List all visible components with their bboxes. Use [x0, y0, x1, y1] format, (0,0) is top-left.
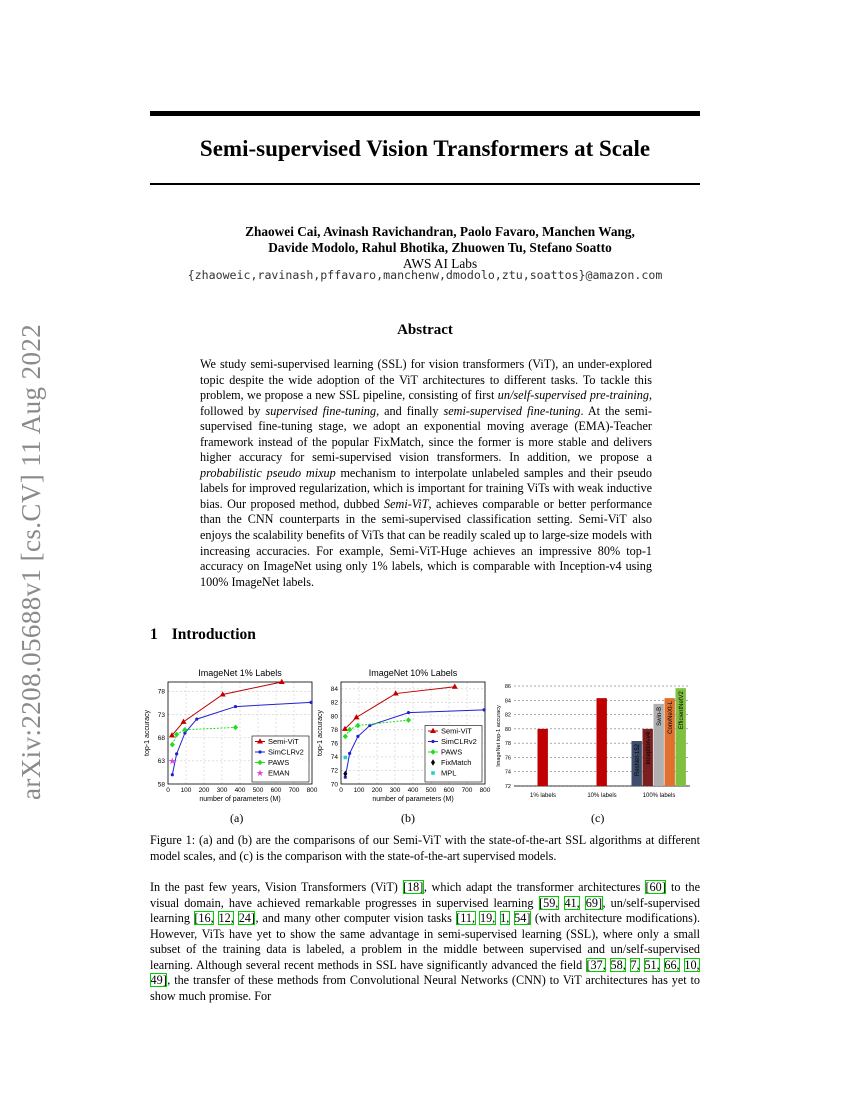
dot-marker [431, 740, 434, 743]
citation-link[interactable]: 58, [610, 957, 626, 972]
group-label: 10% labels [587, 793, 617, 799]
bar-label: ConvNeXt-L [668, 701, 674, 734]
section-number: 1 [150, 626, 158, 643]
dot-marker [310, 701, 313, 704]
series-eman [168, 756, 176, 766]
legend-label: FixMatch [441, 758, 472, 767]
y-tick-label: 58 [157, 781, 165, 789]
dot-marker [483, 708, 486, 711]
star-marker: ★ [168, 755, 177, 766]
subfig-c-label: (c) [591, 811, 605, 825]
dot-marker [234, 705, 237, 708]
triangle-marker [353, 714, 359, 719]
citation-link[interactable]: 7, [630, 957, 640, 972]
y-tick-label: 84 [504, 698, 511, 705]
group-label: 1% labels [529, 793, 557, 799]
subfig-b-label: (b) [401, 811, 415, 825]
y-axis-label: top-1 accuracy [144, 710, 151, 756]
bar-label: EfficientNetV2 [679, 691, 685, 730]
diamond-marker [233, 725, 238, 731]
citation-link[interactable]: 24] [238, 911, 255, 926]
arxiv-stamp: arXiv:2208.05688v1 [cs.CV] 11 Aug 2022 [16, 323, 46, 800]
chart-title: ImageNet 1% Labels [198, 668, 282, 678]
x-tick-label: 300 [389, 787, 401, 794]
citation-link[interactable]: 49] [150, 973, 167, 988]
dot-marker [195, 717, 198, 720]
citation-link[interactable]: 10, [684, 957, 700, 972]
citation-link[interactable]: 66, [664, 957, 680, 972]
y-tick-label: 74 [504, 769, 511, 776]
y-tick-label: 80 [330, 713, 338, 721]
citation-link[interactable]: [11, [456, 911, 476, 926]
legend-label: Semi-ViT [268, 737, 299, 746]
legend-label: PAWS [268, 758, 290, 767]
triangle-marker [180, 719, 186, 724]
x-tick-label: 0 [166, 787, 170, 794]
intro-text: In the past few years, Vision Transformers (ViT) [150, 880, 403, 894]
bar [538, 729, 548, 786]
x-tick-label: 700 [461, 787, 473, 794]
abstract-body: We study semi-supervised learning (SSL) for vision transformers (ViT), an under-explored topic despite the wide adoption of the ViT architectures to different tasks. To tackle this problem, we propose a new SSL pipeline, consisting of first un/self-supervised pre-training, followed by supervised fine-tuning, and finally semi-supervised fine-tuning. At the semi-supervised fine-tuning stage, we adopt an exponential moving average (EMA)-Teacher framework instead of the popular FixMatch, since the former is more stable and delivers higher accuracy for semi-supervised vision transformers. In addition, we propose a probabilistic pseudo mixup mechanism to interpolate unlabeled samples and their pseudo labels for improved regularization, which is important for training ViTs with weak inductive bias. Our proposed method, dubbed Semi-ViT, achieves comparable or better performance than the CNN counterparts in the semi-supervised classification setting. Semi-ViT also enjoys the scalability benefits of ViTs that can be readily scaled up to large-size models with increasing accuracies. For example, Semi-ViT-Huge achieves an impressive 80% top-1 accuracy on ImageNet using only 1% labels, which is comparable with Inception-v4 using 100% ImageNet labels. [200, 357, 652, 589]
x-tick-label: 600 [443, 787, 455, 794]
diamond-marker [355, 723, 360, 729]
x-tick-label: 100 [180, 787, 192, 794]
x-tick-label: 500 [252, 787, 264, 794]
authors-line-1: Zhaowei Cai, Avinash Ravichandran, Paolo Favaro, Manchen Wang, [245, 224, 635, 239]
series-line [172, 682, 282, 735]
legend-label: SimCLRv2 [268, 747, 304, 757]
square-marker [344, 756, 348, 760]
x-axis-label: number of parameters (M) [372, 796, 454, 803]
series-semi-vit [342, 684, 458, 731]
bar [597, 698, 607, 786]
intro-text: , and many other computer vision tasks [255, 911, 456, 926]
citation-link[interactable]: 12, [218, 911, 234, 926]
triangle-marker [452, 684, 458, 689]
x-tick-label: 400 [234, 787, 246, 794]
y-tick-label: 78 [330, 726, 338, 734]
citation-link[interactable]: 1, [500, 911, 510, 926]
section-heading [150, 626, 256, 644]
intro-text: , un/self-supervised learning [150, 895, 701, 926]
citation-link[interactable]: [16, [194, 911, 214, 926]
legend-label: SimCLRv2 [441, 737, 477, 746]
legend-label: PAWS [441, 747, 463, 757]
bar-label: ResNet-152 [635, 744, 641, 777]
chart-supervised-comparison [494, 672, 700, 807]
section-title: Introduction [171, 626, 256, 643]
star-marker: ★ [255, 768, 265, 778]
x-tick-label: 200 [371, 787, 383, 794]
citation-link[interactable]: 41, [564, 895, 580, 910]
y-tick-label: 80 [504, 726, 511, 733]
chart-imagenet-1pct [142, 664, 322, 809]
y-axis-label: top-1 accuracy [317, 710, 324, 756]
x-axis-label: number of parameters (M) [199, 796, 281, 803]
intro-text: to the visual domain, have achieved remarkable progresses in supervised learning [150, 880, 700, 910]
abstract-heading: Abstract [397, 322, 453, 338]
x-tick-label: 0 [339, 787, 343, 794]
x-tick-label: 500 [425, 787, 437, 794]
intro-text: , the transfer of these methods from Convolutional Neural Networks (CNN) to ViT architectures has yet to show much promise. For [150, 973, 700, 1003]
dot-marker [258, 750, 261, 753]
authors-line-2: Davide Modolo, Rahul Bhotika, Zhuowen Tu, Stefano Soatto [268, 240, 612, 255]
square-marker [431, 771, 435, 775]
intro-text: (with architecture modifications). However, ViTs have yet to show the same advantage in semi-supervised learning (SSL), where only a small subset of the training data is labeled, a problem in the middle between supervised and un/self-supervised learning. Although several recent methods in SSL have significantly advanced the field [150, 911, 700, 972]
y-tick-label: 76 [330, 740, 338, 748]
y-tick-label: 63 [157, 758, 165, 766]
y-tick-label: 84 [330, 686, 338, 694]
citation-link[interactable]: 19, [479, 911, 496, 926]
citation-link[interactable]: [59, [539, 895, 559, 910]
y-tick-label: 72 [504, 784, 511, 790]
x-tick-label: 300 [216, 787, 228, 794]
dot-marker [171, 773, 174, 776]
y-tick-label: 78 [504, 741, 511, 748]
bar-label: Inception-v4 [646, 731, 652, 765]
bar-label: Swin-B [657, 706, 663, 726]
x-tick-label: 100 [353, 787, 365, 794]
title-rule [150, 183, 700, 185]
triangle-marker [279, 679, 285, 684]
x-tick-label: 600 [270, 787, 282, 794]
x-tick-label: 700 [288, 787, 300, 794]
legend-label: Semi-ViT [441, 726, 472, 736]
x-tick-label: 200 [198, 787, 210, 794]
dot-marker [407, 711, 410, 714]
citation-link[interactable]: 51, [644, 957, 660, 972]
y-tick-label: 76 [504, 755, 511, 762]
y-tick-label: 72 [330, 767, 338, 775]
x-tick-label: 800 [306, 787, 318, 794]
intro-paragraph [150, 880, 700, 1004]
y-tick-label: 82 [504, 712, 511, 719]
y-tick-label: 82 [330, 699, 338, 707]
legend-label: EMAN [268, 768, 290, 778]
affiliation: AWS AI Labs [402, 256, 478, 271]
citation-link[interactable]: 69] [585, 895, 603, 910]
series-line [345, 687, 455, 729]
y-tick-label: 86 [504, 684, 511, 690]
series-mpl [344, 756, 348, 760]
y-tick-label: 74 [330, 754, 338, 762]
author-emails: {zhaoweic,ravinash,pffavaro,manchenw,dmodolo,ztu,soattos}@amazon.com [187, 268, 663, 282]
group-label: 100% labels [642, 793, 676, 799]
diamond-marker [170, 742, 175, 748]
subfig-a-label: (a) [230, 811, 244, 825]
y-tick-label: 78 [157, 688, 165, 696]
x-tick-label: 800 [479, 787, 491, 794]
dot-marker [348, 752, 351, 755]
y-axis-label: ImageNet top-1 accuracy [496, 705, 502, 767]
dot-marker [356, 735, 359, 738]
chart-title: ImageNet 10% Labels [368, 668, 458, 678]
diamond-marker [182, 727, 187, 733]
intro-text: , which adapt the transformer architectures [423, 880, 645, 894]
top-rule [150, 111, 700, 116]
figure-caption: Figure 1: (a) and (b) are the comparisons of our Semi-ViT with the state-of-the-art SSL algorithms at different model scales, and (c) is the comparison with the state-of-the-art supervised models. [150, 833, 700, 863]
diamond-marker [406, 717, 411, 723]
y-tick-label: 68 [157, 734, 165, 742]
citation-link[interactable]: [60] [645, 880, 666, 894]
y-tick-label: 70 [330, 781, 338, 789]
y-tick-label: 73 [157, 711, 165, 719]
legend-label: MPL [441, 768, 457, 778]
citation-link[interactable]: [18] [403, 880, 424, 894]
citation-link[interactable]: 54] [514, 911, 531, 926]
chart-imagenet-10pct [315, 664, 495, 809]
diamond-marker [343, 734, 348, 740]
x-tick-label: 400 [407, 787, 419, 794]
citation-link[interactable]: [37, [586, 957, 606, 972]
paper-title: Semi-supervised Vision Transformers at Scale [199, 136, 651, 161]
